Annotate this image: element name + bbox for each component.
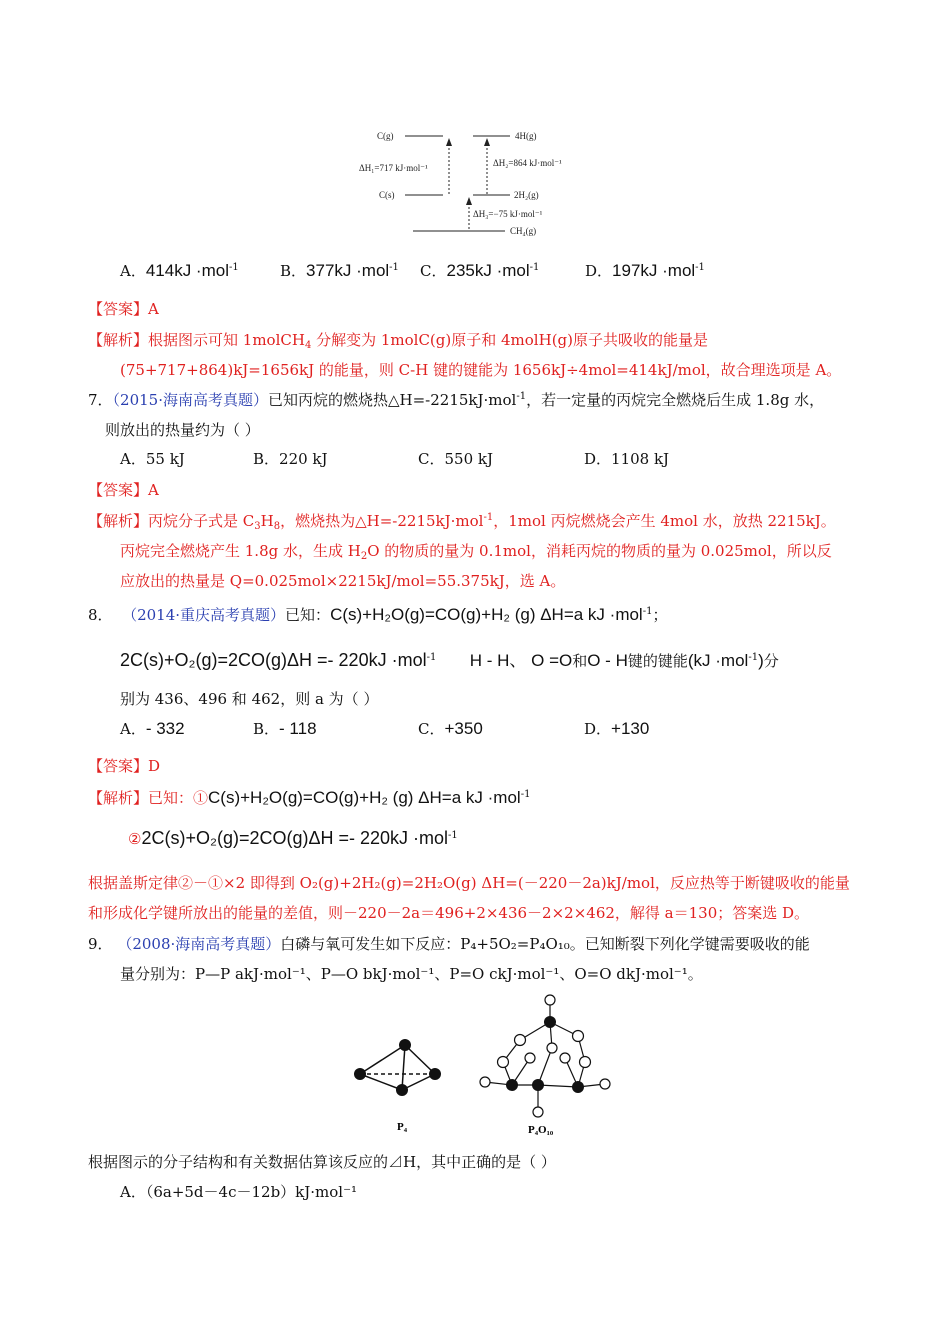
q8-option-a: A．- 332 (120, 719, 185, 738)
q8-analysis-line3: 根据盖斯定律②－①×2 即得到 O₂(g)+2H₂(g)=2H₂O(g) ΔH=(－220－2a)kJ/mol，反应热等于断键吸收的能量 (88, 874, 850, 892)
q9-source: （2008·海南高考真题） (117, 935, 281, 953)
q6-option-a: A．414kJ ·mol$^{-1}$ (120, 261, 239, 280)
q7-answer: 【答案】A (88, 481, 159, 499)
label-dh3: ΔH₃=−75 kJ·mol⁻¹ (473, 209, 543, 219)
q8-answer: 【答案】D (88, 757, 161, 775)
q7-stem-line1: 7．（2015·海南高考真题）已知丙烷的燃烧热△H=-2215kJ·mol$^{-1}$，若一定量的丙烷完全燃烧后生成 1.8g 水， (88, 391, 825, 409)
q8-option-c: C．+350 (418, 719, 483, 738)
q8-option-d: D．+130 (584, 719, 650, 738)
q8-source: （2014·重庆高考真题） (122, 606, 286, 624)
q7-analysis-line2: 丙烷完全燃烧产生 1.8g 水，生成 $H_2O$ 的物质的量为 0.1mol，消耗丙烷的物质的量为 0.025mol，所以反 (120, 542, 832, 562)
q9-option-a: A．（6a+5d－4c－12b）kJ·mol⁻¹ (120, 1183, 358, 1201)
q7-option-c: C．550 kJ (418, 450, 493, 468)
p4o10-molecule (485, 1002, 605, 1108)
q7-source: （2015·海南高考真题） (112, 391, 268, 409)
energy-level-diagram (355, 124, 595, 240)
q6-analysis-line1: 【解析】根据图示可知 1molCH$_4$ 分解变为 1molC(g)原子和 4molH(g)原子共吸收的能量是 (88, 331, 708, 351)
p4-molecule (360, 1045, 435, 1090)
label-dh1: ΔH₁=717 kJ·mol⁻¹ (359, 163, 428, 173)
q9-stem-line2: 量分别为：P—P akJ·mol⁻¹、P—O bkJ·mol⁻¹、P=O ckJ·mol⁻¹、O=O dkJ·mol⁻¹。 (120, 965, 703, 983)
q8-analysis-line4: 和形成化学键所放出的能量的差值，则－220－2a＝496+2×436－2×2×462，解得 a＝130；答案选 D。 (88, 904, 810, 922)
q7-analysis-line1: 【解析】丙烷分子式是 $C_3H_8$，燃烧热为△H=-2215kJ·mol$^{-1}$，1mol 丙烷燃烧会产生 4mol 水，放热 2215kJ。 (88, 512, 836, 532)
q7-analysis-line3: 应放出的热量是 Q=0.025mol×2215kJ/mol=55.375kJ，选 A。 (120, 572, 566, 590)
q8-option-b: B．- 118 (253, 719, 317, 738)
q6-option-c: C．235kJ ·mol$^{-1}$ (420, 261, 540, 280)
label-4h-g: 4H(g) (515, 131, 537, 141)
q8-analysis-line2: ②2C(s)+O₂(g)=2CO(g)ΔH =- 220kJ ·mol$^{-1}$ (128, 828, 458, 848)
q8-stem-line1: 8． （2014·重庆高考真题）已知：C(s)+H₂O(g)=CO(g)+H₂ (g) ΔH=a kJ ·mol$^{-1}$； (88, 605, 668, 624)
label-c-s: C(s) (379, 190, 395, 200)
label-c-g: C(g) (377, 131, 394, 141)
q8-analysis-line1: 【解析】已知：①C(s)+H₂O(g)=CO(g)+H₂ (g) ΔH=a kJ ·mol$^{-1}$ (88, 788, 531, 807)
q7-stem-line2: 则放出的热量约为（ ） (105, 421, 260, 439)
label-2h2-g: 2H₂(g) (514, 190, 539, 200)
q7-option-b: B．220 kJ (253, 450, 328, 468)
label-ch4-g: CH₄(g) (510, 226, 537, 236)
q8-stem-line2: 2C(s)+O₂(g)=2CO(g)ΔH =- 220kJ ·mol$^{-1}$ H - H、 O =O和O - H键的键能(kJ ·mol$^{-1}$)分 (120, 650, 779, 670)
q6-analysis-line2: (75+717+864)kJ=1656kJ 的能量，则 C-H 键的键能为 1656kJ÷4mol=414kJ/mol，故合理选项是 A。 (120, 361, 842, 379)
label-p4o10: P₄O₁₀ (528, 1124, 554, 1136)
q7-option-a: A．55 kJ (120, 450, 185, 468)
molecule-structures (340, 990, 640, 1140)
q6-option-d: D．197kJ ·mol$^{-1}$ (585, 261, 705, 280)
label-p4: P₄ (397, 1121, 408, 1133)
q8-stem-line3: 别为 436、496 和 462，则 a 为（ ） (120, 690, 379, 708)
q9-stem-line3: 根据图示的分子结构和有关数据估算该反应的⊿H，其中正确的是（ ） (88, 1153, 556, 1171)
q7-option-d: D．1108 kJ (584, 450, 670, 468)
q6-answer: 【答案】A (88, 300, 159, 318)
label-dh2: ΔH₂=864 kJ·mol⁻¹ (493, 158, 562, 168)
q6-option-b: B．377kJ ·mol$^{-1}$ (280, 261, 399, 280)
q9-stem-line1: 9． （2008·海南高考真题）白磷与氧可发生如下反应：P₄+5O₂=P₄O₁₀。已知断裂下列化学键需要吸收的能 (88, 935, 810, 953)
